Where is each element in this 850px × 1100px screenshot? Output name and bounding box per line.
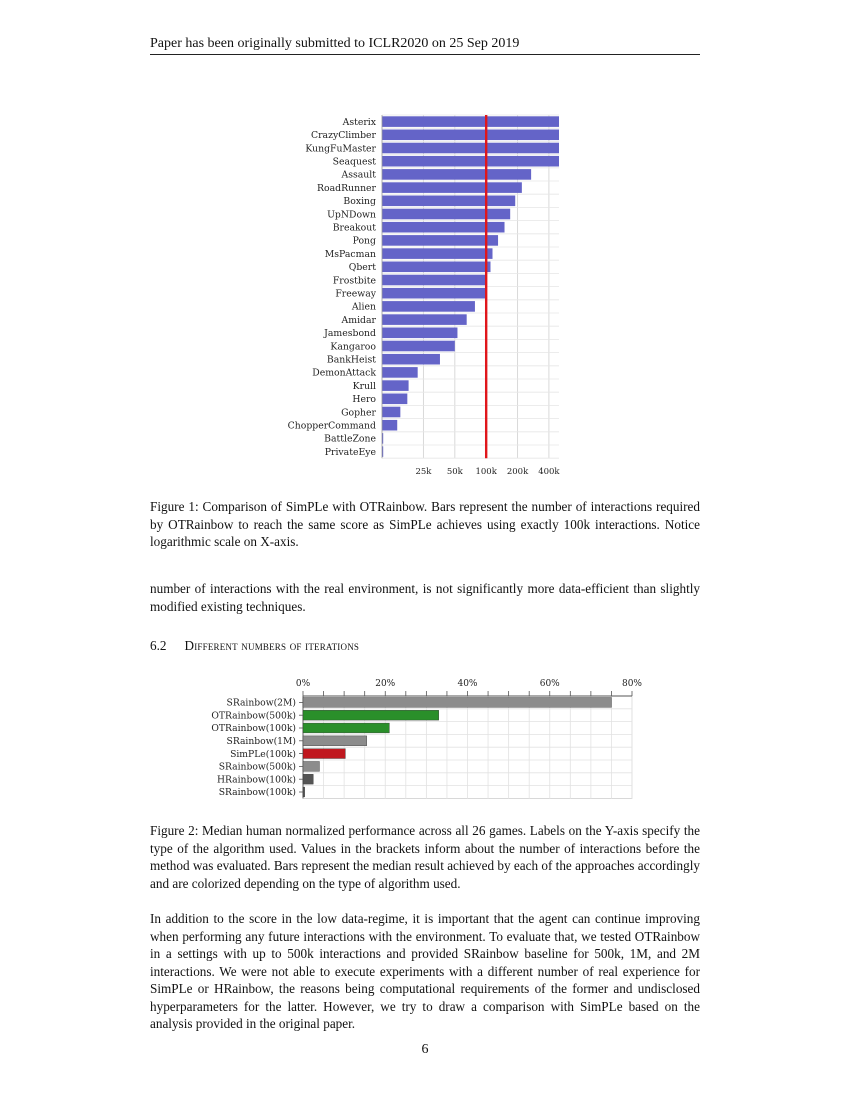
category-label: Seaquest: [332, 156, 376, 168]
bar-choppercommand: [382, 420, 397, 431]
x-tick-label: 200k: [506, 467, 529, 478]
bar-kangaroo: [382, 341, 455, 352]
category-label: Boxing: [343, 196, 376, 208]
running-header: Paper has been originally submitted to ICLR2020 on 25 Sep 2019: [150, 36, 520, 51]
x-tick-label: 60%: [539, 679, 560, 689]
bar-simple-100k-: [303, 749, 345, 759]
bar-kungfumaster: [382, 143, 559, 154]
bar-seaquest: [382, 156, 559, 167]
bar-upndown: [382, 209, 510, 220]
section-number: 6.2: [150, 638, 167, 653]
category-label: Assault: [341, 169, 376, 181]
category-label: UpNDown: [327, 209, 376, 221]
category-label: Breakout: [332, 222, 376, 234]
bar-bankheist: [382, 354, 440, 365]
figure2-caption: Figure 2: Median human normalized performance across all 26 games. Labels on the Y-axis specify the type of the algorithm used. Values in the brackets inform about the number of interactions before the method was evaluated. Bars represent the median result achieved by each of the approaches accordingly and are colorized depending on the type of algorithm used.: [150, 823, 700, 891]
category-label: Asterix: [342, 116, 376, 128]
category-label: MsPacman: [324, 248, 376, 260]
bar-otrainbow-500k-: [303, 710, 439, 720]
category-label: DemonAttack: [312, 367, 376, 379]
category-label: Amidar: [341, 314, 376, 326]
bar-hrainbow-100k-: [303, 774, 313, 784]
x-tick-label: 400k: [538, 467, 560, 478]
category-label: KungFuMaster: [305, 143, 376, 155]
bar-alien: [382, 301, 475, 312]
bar-crazyclimber: [382, 130, 559, 141]
figure1-caption: Figure 1: Comparison of SimPLe with OTRainbow. Bars represent the number of interactions required by OTRainbow to reach the same score as SimPLe achieves using exactly 100k interactions. Notice logarithmic scale on X-axis.: [150, 499, 700, 549]
category-label: Pong: [352, 235, 376, 247]
bar-qbert: [382, 262, 490, 273]
bar-gopher: [382, 407, 400, 418]
figure1-bar-chart: [280, 110, 570, 480]
bar-assault: [382, 169, 531, 180]
x-tick-label: 50k: [446, 467, 463, 478]
category-label: RoadRunner: [317, 182, 376, 194]
paragraph-main: In addition to the score in the low data-regime, it is important that the agent can continue improving when performing any future interactions with the environment. To evaluate that, we tested OTRainbow in a settings with up to 500k interactions and provided SRainbow baseline for 500k, 1M, and 2M interactions. We were not able to execute experiments with a different number of real experience for SimPLe or HRainbow, the reasons being computational requirements of the former and undisclosed hyperparameters for the latter. However, we try to draw a comparison with SimPLe based on the analysis provided in the original paper.: [150, 911, 700, 1031]
header-rule: [150, 54, 700, 55]
x-tick-label: 40%: [457, 679, 478, 689]
bar-srainbow-100k-: [303, 787, 305, 797]
bar-otrainbow-100k-: [303, 723, 389, 733]
category-label: Alien: [351, 301, 376, 313]
section-title: Different numbers of iterations: [184, 638, 360, 653]
x-tick-label: 80%: [621, 679, 643, 689]
figure2-bar-chart: [195, 672, 655, 807]
category-label: SRainbow(1M): [226, 736, 296, 747]
category-label: SRainbow(500k): [218, 761, 296, 773]
bar-amidar: [382, 314, 467, 325]
x-tick-label: 20%: [375, 679, 396, 689]
bar-boxing: [382, 196, 515, 207]
category-label: ChopperCommand: [287, 420, 376, 432]
category-label: BankHeist: [326, 354, 376, 366]
page-number: 6: [421, 1042, 429, 1057]
bar-srainbow-2m-: [303, 698, 611, 708]
category-label: CrazyClimber: [310, 130, 376, 142]
bar-krull: [382, 380, 409, 391]
category-label: OTRainbow(500k): [211, 710, 296, 722]
bar-freeway: [382, 288, 485, 299]
bar-roadrunner: [382, 182, 522, 193]
category-label: Kangaroo: [330, 341, 376, 353]
category-label: Qbert: [348, 262, 376, 274]
section-heading: [150, 638, 359, 654]
category-label: SimPLe(100k): [230, 748, 296, 760]
category-label: Hero: [352, 394, 376, 406]
category-label: BattleZone: [324, 433, 376, 445]
category-label: HRainbow(100k): [216, 774, 296, 786]
bar-pong: [382, 235, 498, 246]
bar-jamesbond: [382, 328, 457, 339]
x-tick-label: 0%: [295, 679, 311, 689]
category-label: Jamesbond: [324, 328, 376, 340]
category-label: Gopher: [341, 407, 376, 419]
bar-mspacman: [382, 248, 493, 259]
category-label: PrivateEye: [324, 446, 376, 458]
bar-hero: [382, 394, 407, 405]
category-label: SRainbow(100k): [218, 787, 296, 799]
bar-demonattack: [382, 367, 418, 378]
category-label: Freeway: [335, 288, 376, 300]
bar-srainbow-500k-: [303, 762, 319, 772]
bar-srainbow-1m-: [303, 736, 367, 746]
x-tick-label: 25k: [415, 467, 432, 478]
x-tick-label: 100k: [475, 467, 497, 478]
paragraph-continuation: number of interactions with the real environment, is not significantly more data-efficient than slightly modified existing techniques.: [150, 581, 700, 614]
bar-frostbite: [382, 275, 486, 286]
category-label: OTRainbow(100k): [211, 723, 296, 735]
bar-asterix: [382, 116, 559, 127]
category-label: SRainbow(2M): [226, 697, 296, 709]
category-label: Frostbite: [332, 275, 376, 287]
category-label: Krull: [352, 380, 376, 392]
